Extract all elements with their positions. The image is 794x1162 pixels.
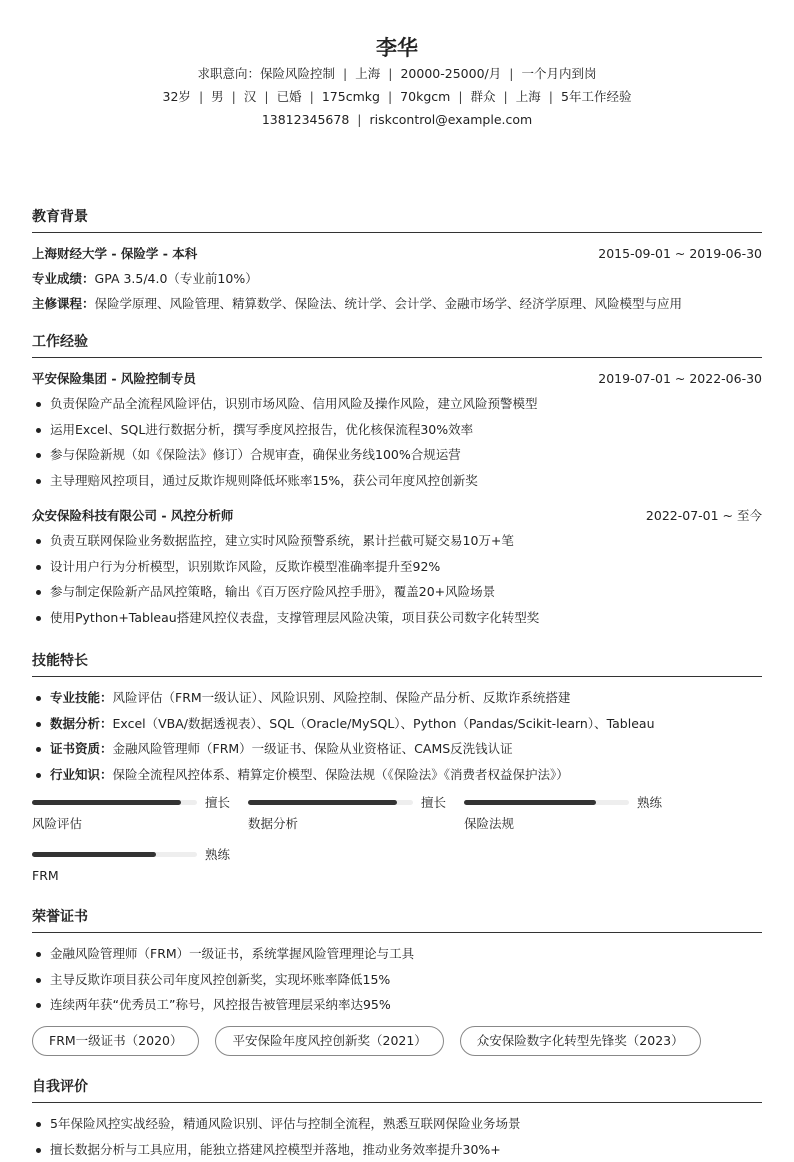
skill-bar-fill: [32, 852, 156, 857]
honor-item: 金融风险管理师（FRM）一级证书，系统掌握风险管理理论与工具: [32, 941, 762, 967]
info-item: 汉: [244, 89, 257, 104]
skill-level-text: 擅长: [205, 793, 230, 811]
info-item: 男: [211, 89, 224, 104]
skill-name: 保险法规: [464, 811, 680, 837]
skill-text: Excel（VBA/数据透视表）、SQL（Oracle/MySQL）、Python（Pandas/Scikit-learn）、Tableau: [113, 716, 655, 731]
courses-label: 主修课程：: [32, 296, 95, 311]
company-role: 众安保险科技有限公司 - 风控分析师: [32, 503, 233, 528]
separator: |: [549, 89, 553, 104]
info-item: 13812345678: [262, 112, 349, 127]
skills-section: [32, 650, 762, 897]
education-section: [32, 206, 762, 316]
info-item: 5年工作经验: [561, 89, 631, 104]
honor-tag: 众安保险数字化转型先锋奖（2023）: [460, 1026, 701, 1056]
separator: |: [264, 89, 268, 104]
date: 2022-07-01 ~ 至今: [646, 503, 762, 528]
skill-text: 风险评估（FRM一级认证）、风险识别、风险控制、保险产品分析、反欺诈系统搭建: [113, 690, 571, 705]
school: 上海财经大学 - 保险学 - 本科: [32, 241, 197, 266]
skill-label: 专业技能：: [50, 690, 113, 705]
section-title: 技能特长: [32, 650, 762, 677]
info-item: 上海: [355, 66, 380, 81]
info-item: 群众: [471, 89, 496, 104]
info-line-1: [0, 62, 794, 85]
skill-item: [32, 711, 762, 737]
section-title: 自我评价: [32, 1076, 762, 1103]
gpa: GPA 3.5/4.0（专业前10%）: [95, 271, 258, 286]
info-item: 32岁: [163, 89, 191, 104]
skill-level-text: 擅长: [421, 793, 446, 811]
skill-item: [32, 762, 762, 788]
info-line-2: [0, 85, 794, 108]
section-title: 工作经验: [32, 331, 762, 358]
skill-label: 行业知识：: [50, 767, 113, 782]
skill-bar-fill: [32, 800, 181, 805]
skill-label: 证书资质：: [50, 741, 113, 756]
honors-section: [32, 906, 762, 1056]
job-bullet: 参与保险新规（如《保险法》修订）合规审查，确保业务线100%合规运营: [32, 442, 762, 468]
company-role: 平安保险集团 - 风险控制专员: [32, 366, 196, 391]
skill-level: [32, 793, 248, 845]
job-entry: [32, 366, 762, 493]
skill-item: [32, 736, 762, 762]
separator: |: [199, 89, 203, 104]
skill-level: [248, 793, 464, 845]
separator: |: [232, 89, 236, 104]
skill-bar-fill: [248, 800, 397, 805]
skill-text: 金融风险管理师（FRM）一级证书、保险从业资格证、CAMS反洗钱认证: [113, 741, 513, 756]
skill-item: [32, 685, 762, 711]
info-item: 175cmkg: [322, 89, 380, 104]
gpa-label: 专业成绩：: [32, 271, 95, 286]
honor-tag: 平安保险年度风控创新奖（2021）: [215, 1026, 443, 1056]
info-item: 一个月内到岗: [521, 66, 596, 81]
skill-name: 风险评估: [32, 811, 248, 837]
section-title: 教育背景: [32, 206, 762, 233]
job-bullet: 设计用户行为分析模型，识别欺诈风险，反欺诈模型准确率提升至92%: [32, 554, 762, 580]
info-item: 求职意向：保险风险控制: [198, 66, 336, 81]
separator: |: [504, 89, 508, 104]
separator: |: [509, 66, 513, 81]
skill-name: 数据分析: [248, 811, 464, 837]
separator: |: [310, 89, 314, 104]
honor-tag: FRM一级证书（2020）: [32, 1026, 199, 1056]
skill-label: 数据分析：: [50, 716, 113, 731]
separator: |: [388, 66, 392, 81]
skill-bar: [464, 800, 629, 805]
separator: |: [458, 89, 462, 104]
skill-bar-fill: [464, 800, 596, 805]
skill-level: [32, 845, 248, 897]
info-item: riskcontrol@example.com: [370, 112, 533, 127]
job-bullet: 参与制定保险新产品风控策略，输出《百万医疗险风控手册》，覆盖20+风险场景: [32, 579, 762, 605]
separator: |: [388, 89, 392, 104]
job-bullet: 负责保险产品全流程风险评估，识别市场风险、信用风险及操作风险，建立风险预警模型: [32, 391, 762, 417]
job-entry: [32, 503, 762, 630]
skill-name: FRM: [32, 863, 248, 889]
date: 2019-07-01 ~ 2022-06-30: [598, 366, 762, 391]
job-bullet: 使用Python+Tableau搭建风控仪表盘，支撑管理层风险决策，项目获公司数字化转型奖: [32, 605, 762, 631]
work-section: [32, 331, 762, 630]
skill-bar: [32, 852, 197, 857]
info-item: 已婚: [277, 89, 302, 104]
honor-item: 连续两年获“优秀员工”称号，风控报告被管理层采纳率达95%: [32, 992, 762, 1018]
skill-text: 保险全流程风控体系、精算定价模型、保险法规（《保险法》《消费者权益保护法》）: [113, 767, 569, 782]
job-bullet: 运用Excel、SQL进行数据分析，撰写季度风控报告，优化核保流程30%效率: [32, 417, 762, 443]
section-title: 荣誉证书: [32, 906, 762, 933]
candidate-name: 李华: [0, 32, 794, 62]
skill-bar: [32, 800, 197, 805]
info-item: 70kgcm: [400, 89, 450, 104]
skill-bar: [248, 800, 413, 805]
self-evaluation-section: [32, 1076, 762, 1162]
skill-level-text: 熟练: [637, 793, 662, 811]
job-bullet: 主导理赔风控项目，通过反欺诈规则降低坏账率15%，获公司年度风控创新奖: [32, 468, 762, 494]
info-line-3: [0, 108, 794, 131]
date: 2015-09-01 ~ 2019-06-30: [598, 241, 762, 266]
courses: 保险学原理、风险管理、精算数学、保险法、统计学、会计学、金融市场学、经济学原理、风险模型与应用: [95, 296, 683, 311]
separator: |: [343, 66, 347, 81]
separator: |: [357, 112, 361, 127]
skill-level: [464, 793, 680, 845]
info-item: 上海: [516, 89, 541, 104]
honor-item: 主导反欺诈项目获公司年度风控创新奖，实现坏账率降低15%: [32, 967, 762, 993]
self-eval-item: 5年保险风控实战经验，精通风险识别、评估与控制全流程，熟悉互联网保险业务场景: [32, 1111, 762, 1137]
job-bullet: 负责互联网保险业务数据监控，建立实时风险预警系统，累计拦截可疑交易10万+笔: [32, 528, 762, 554]
info-item: 20000-25000/月: [400, 66, 501, 81]
self-eval-item: 擅长数据分析与工具应用，能独立搭建风控模型并落地，推动业务效率提升30%+: [32, 1137, 762, 1162]
skill-level-text: 熟练: [205, 845, 230, 863]
